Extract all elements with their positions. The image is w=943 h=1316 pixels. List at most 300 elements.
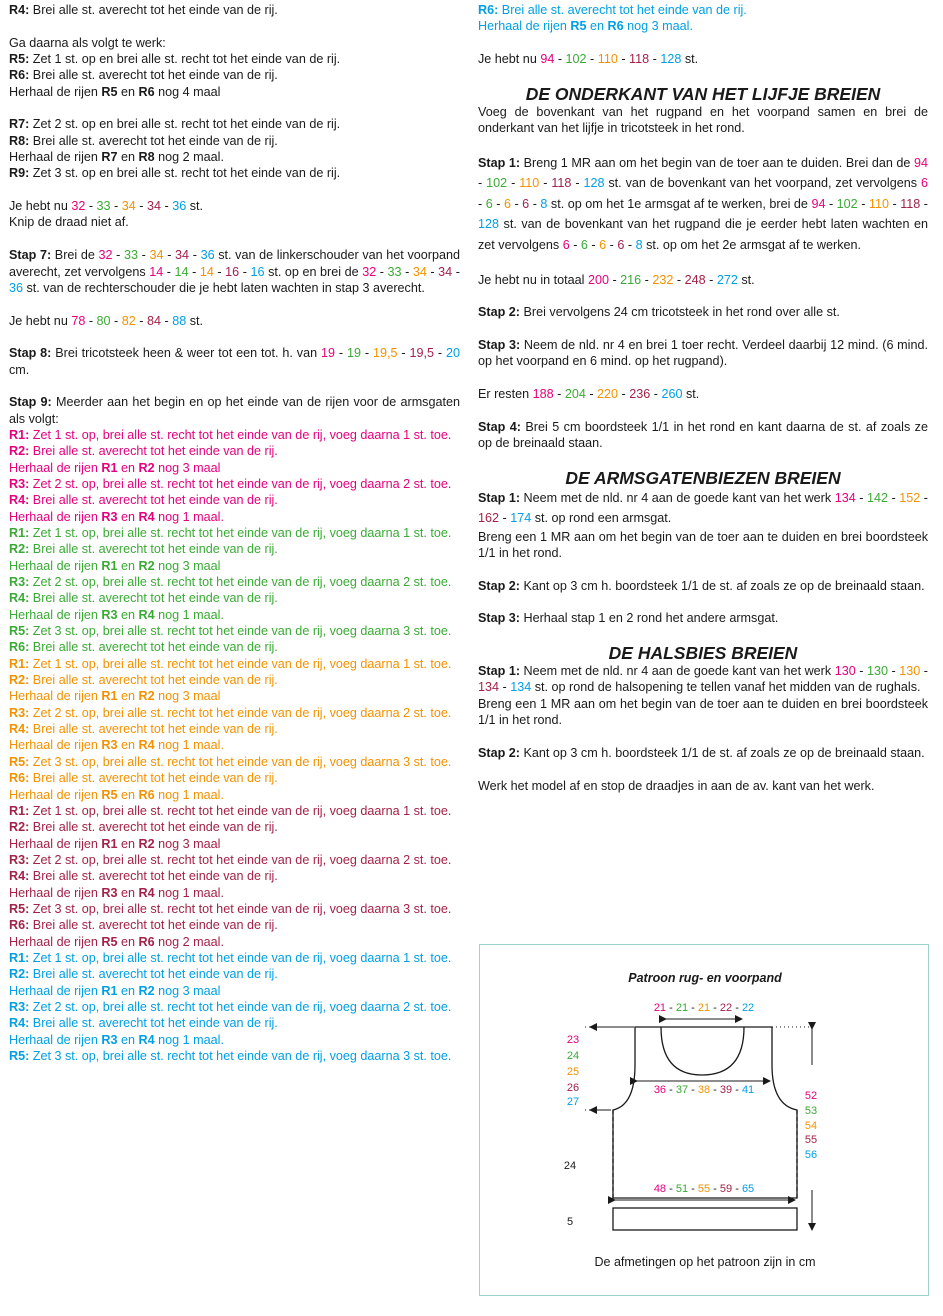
text-run: Brei alle st. averecht tot het einde van de rij. <box>29 133 278 148</box>
text-run: Je hebt nu <box>9 313 72 328</box>
text-run: Brei 5 cm boordsteek 1/1 in het rond en kant daarna de st. af zoals ze op de breinaald staan. <box>478 419 928 451</box>
text-run: - <box>499 680 511 695</box>
instruction-paragraph <box>9 803 460 819</box>
text-run: - <box>135 199 147 214</box>
step-label: R7: <box>9 117 30 132</box>
step-label: R4 <box>138 1032 155 1047</box>
text-run: - <box>163 248 176 263</box>
neck-width-label: 21 - 21 - 21 - 22 - 22 <box>653 1002 755 1014</box>
text-run: Meerder aan het begin en op het einde van de rijen voor de armsgaten als volgt: <box>9 395 460 426</box>
step-label: R5: <box>9 901 30 916</box>
text-run: nog 1 maal. <box>154 885 224 900</box>
text-run: Brei tricotsteek heen & weer tot een tot. h. van <box>51 346 321 361</box>
paragraph-gap <box>478 729 928 745</box>
paragraph-gap <box>478 402 928 418</box>
size-value: 6 <box>920 176 928 191</box>
step-label: R1 <box>101 689 118 704</box>
text-run: nog 3 maal. <box>623 19 693 34</box>
instruction-paragraph <box>9 901 460 917</box>
instruction-paragraph <box>9 770 460 786</box>
text-run: Herhaal de rijen <box>9 934 102 949</box>
instruction-paragraph <box>9 672 460 688</box>
step-label: R1: <box>9 656 30 671</box>
text-run: Zet 3 st. op, brei alle st. recht tot het einde van de rij, voeg daarna 3 st. toe. <box>29 754 452 769</box>
text-run: - <box>585 387 598 401</box>
size-value: 232 <box>652 272 674 287</box>
instruction-paragraph <box>9 639 460 655</box>
text-run: - <box>161 313 173 328</box>
text-run: - <box>492 196 504 211</box>
size-value: 19 <box>347 346 362 361</box>
step-label: R2: <box>9 967 30 982</box>
text-run: Neem met de nld. nr 4 aan de goede kant van het werk <box>520 664 835 679</box>
size-value: 220 <box>597 387 619 401</box>
text-run: Neem de nld. nr 4 en brei 1 toer recht. Verdeel daarbij 12 mind. (6 mind. op het voorpand en 6 mind. op het rugpand). <box>478 337 928 369</box>
text-run: - <box>188 264 200 279</box>
step-label: R4: <box>9 493 30 508</box>
text-run: st. op rond een armsgat. <box>531 511 672 526</box>
instruction-paragraph <box>9 721 460 737</box>
text-run: en <box>117 885 139 900</box>
pattern-diagram <box>479 944 929 1296</box>
size-value: 6 <box>503 196 511 211</box>
size-value: 204 <box>564 387 586 401</box>
text-run: nog 3 maal <box>154 558 221 573</box>
instruction-paragraph <box>478 104 928 137</box>
svg-text:25: 25 <box>566 1066 580 1078</box>
step-label: R3 <box>101 738 118 753</box>
step-label: R6 <box>138 934 155 949</box>
text-run: Zet 1 st. op, brei alle st. recht tot het einde van de rij, voeg daarna 1 st. toe. <box>29 950 452 965</box>
text-run: - <box>606 237 618 252</box>
size-value: 6 <box>485 196 493 211</box>
instruction-paragraph <box>9 574 460 590</box>
paragraph-gap <box>478 451 928 467</box>
text-run: Werk het model af en stop de draadjes in aan de av. kant van het werk. <box>478 778 875 793</box>
instruction-paragraph <box>478 18 928 34</box>
instruction-paragraph <box>9 819 460 835</box>
text-run: en <box>117 558 139 573</box>
step-label: R9: <box>9 166 30 181</box>
step-label: Stap 1: <box>478 490 521 505</box>
instruction-paragraph <box>9 885 460 901</box>
instruction-paragraph <box>9 656 460 672</box>
text-run: - <box>529 196 541 211</box>
instruction-paragraph <box>9 460 460 476</box>
instruction-paragraph <box>9 214 460 230</box>
svg-text:55: 55 <box>804 1134 818 1146</box>
text-run: Breng een 1 MR aan om het begin van de toer aan te duiden en brei boordsteek 1/1 in het rond. <box>478 696 928 728</box>
text-run: - <box>135 313 147 328</box>
text-run: Kant op 3 cm h. boordsteek 1/1 de st. af zoals ze op de breinaald staan. <box>520 578 925 593</box>
size-value: 134 <box>834 490 856 505</box>
svg-text:27: 27 <box>566 1096 580 1108</box>
step-label: Stap 1: <box>478 664 521 679</box>
text-run: - <box>705 272 717 287</box>
text-run: en <box>117 607 139 622</box>
step-label: R6 <box>138 787 155 802</box>
instruction-paragraph <box>478 419 928 452</box>
size-value: 6 <box>599 237 607 252</box>
text-run: - <box>571 176 584 191</box>
text-run: nog 3 maal <box>154 460 221 475</box>
text-run: st. <box>682 387 700 401</box>
size-value: 16 <box>225 264 240 279</box>
size-value: 16 <box>250 264 265 279</box>
text-run: nog 3 maal <box>154 836 221 851</box>
text-run: st. op rond de halsopening te tellen vanaf het midden van de rughals. <box>531 680 921 695</box>
size-value: 36 <box>9 280 24 295</box>
size-value: 130 <box>866 664 888 679</box>
size-value: 174 <box>510 511 532 526</box>
paragraph-gap <box>478 627 928 643</box>
size-value: 19 <box>321 346 336 361</box>
step-label: R1: <box>9 950 30 965</box>
step-label: Stap 4: <box>478 419 521 434</box>
instruction-paragraph <box>9 705 460 721</box>
garment-outline <box>613 1027 797 1198</box>
size-value: 36 <box>200 248 215 263</box>
text-run: Brei alle st. averecht tot het einde van de rij. <box>29 722 278 737</box>
section-heading <box>478 84 928 104</box>
size-value: 32 <box>71 199 86 214</box>
instruction-paragraph <box>9 983 460 999</box>
text-run: en <box>117 934 139 949</box>
step-label: R5 <box>101 84 118 99</box>
paragraph-gap <box>9 378 460 394</box>
size-value: 33 <box>96 199 111 214</box>
size-value: 188 <box>532 387 554 401</box>
svg-text:26: 26 <box>566 1082 580 1094</box>
rib-height-label: 5 <box>566 1216 574 1228</box>
step-label: R6: <box>9 771 30 786</box>
step-label: Stap 2: <box>478 578 520 593</box>
text-run: - <box>189 248 201 263</box>
size-value: 260 <box>661 387 683 401</box>
text-run: Zet 2 st. op, brei alle st. recht tot het einde van de rij, voeg daarna 2 st. toe. <box>29 476 452 491</box>
instruction-paragraph <box>9 934 460 950</box>
step-label: R3 <box>101 885 118 900</box>
step-label: R1 <box>101 558 118 573</box>
text-run: Je hebt nu <box>478 52 541 67</box>
step-label: R6: <box>478 3 499 17</box>
step-label: R8: <box>9 133 30 148</box>
right-column <box>478 2 928 794</box>
size-value: 118 <box>900 196 921 211</box>
text-run: Zet 1 st. op, brei alle st. recht tot het einde van de rij, voeg daarna 1 st. toe. <box>29 427 452 442</box>
step-label: R5: <box>9 624 30 639</box>
text-run: st. van de linkerschouder van het voorpand averecht, zet vervolgens <box>9 248 460 279</box>
text-run: st. op en brei de <box>264 264 363 279</box>
instruction-paragraph <box>9 509 460 525</box>
instruction-paragraph <box>9 525 460 541</box>
svg-text:53: 53 <box>804 1105 818 1117</box>
text-run: - <box>617 52 630 67</box>
armhole-height-labels <box>567 1034 579 1108</box>
text-run: st. <box>186 199 204 214</box>
instruction-paragraph <box>9 394 460 427</box>
step-label: R2 <box>138 558 155 573</box>
text-run: - <box>335 346 347 361</box>
text-run: nog 4 maal <box>154 84 221 99</box>
size-value: 162 <box>478 511 500 526</box>
text-run: nog 1 maal. <box>154 738 224 753</box>
step-label: Stap 2: <box>478 745 520 760</box>
size-value: 110 <box>868 196 889 211</box>
step-label: R2 <box>138 836 155 851</box>
text-run: Brei alle st. averecht tot het einde van de rij. <box>29 673 278 688</box>
size-value: 134 <box>510 680 532 695</box>
text-run: Voeg de bovenkant van het rugpand en het voorpand samen en brei de onderkant van het lijfje in tricotsteek in het rond. <box>478 104 928 136</box>
step-label: Stap 7: <box>9 248 52 263</box>
text-run: - <box>920 664 928 679</box>
text-run: Herhaal de rijen <box>9 836 102 851</box>
paragraph-gap <box>9 18 460 34</box>
text-run: Herhaal de rijen <box>9 738 102 753</box>
text-run: Zet 2 st. op, brei alle st. recht tot het einde van de rij, voeg daarna 2 st. toe. <box>29 999 452 1014</box>
step-label: R1: <box>9 803 30 818</box>
text-run: - <box>213 264 226 279</box>
size-value: 128 <box>660 52 682 67</box>
text-run: st. van de rechterschouder die je hebt laten wachten in stap 3 averecht. <box>23 280 425 295</box>
text-run: Zet 2 st. op, brei alle st. recht tot het einde van de rij, voeg daarna 2 st. toe. <box>29 705 452 720</box>
paragraph-gap <box>9 296 460 312</box>
text-run: DE HALSBIES BREIEN <box>608 643 798 664</box>
text-run: Zet 2 st. op, brei alle st. recht tot het einde van de rij, voeg daarna 2 st. toe. <box>29 575 452 590</box>
size-value: 34 <box>175 248 190 263</box>
text-run: Zet 2 st. op en brei alle st. recht tot het einde van de rij. <box>29 117 341 132</box>
instruction-paragraph <box>478 610 928 626</box>
instruction-paragraph <box>478 488 928 529</box>
step-label: R2: <box>9 444 30 459</box>
text-run: - <box>539 176 552 191</box>
step-label: Stap 8: <box>9 346 52 361</box>
text-run: st. van de bovenkant van het rugpand die je eerder hebt laten wachten en zet vervolgens <box>478 217 928 252</box>
paragraph-gap <box>478 136 928 152</box>
size-value: 34 <box>438 264 453 279</box>
svg-text:54: 54 <box>804 1120 818 1132</box>
size-value: 130 <box>834 664 856 679</box>
text-run: - <box>887 664 900 679</box>
text-run: - <box>920 490 928 505</box>
text-run: Je hebt nu in totaal <box>478 272 588 287</box>
size-value: 236 <box>629 387 651 401</box>
text-run: cm. <box>9 362 30 377</box>
text-run: - <box>401 264 413 279</box>
size-value: 14 <box>199 264 214 279</box>
text-run: - <box>376 264 388 279</box>
text-run: Zet 1 st. op, brei alle st. recht tot het einde van de rij, voeg daarna 1 st. toe. <box>29 526 452 540</box>
step-label: R3: <box>9 852 30 867</box>
size-value: 84 <box>146 313 161 328</box>
neckline <box>661 1027 744 1075</box>
instruction-paragraph <box>9 443 460 459</box>
size-value: 216 <box>620 272 642 287</box>
size-value: 94 <box>913 155 928 170</box>
text-run: Brei alle st. averecht tot het einde van de rij. <box>29 3 278 17</box>
text-run: - <box>138 248 150 263</box>
text-run: - <box>650 387 662 401</box>
paragraph-gap <box>478 761 928 777</box>
step-label: R1 <box>101 460 118 475</box>
step-label: R3: <box>9 476 30 491</box>
size-value: 110 <box>519 176 540 191</box>
step-label: Stap 3: <box>478 337 521 352</box>
text-run: Breng een 1 MR aan om het begin van de toer aan te duiden en brei boordsteek 1/1 in het rond. <box>478 529 928 561</box>
left-column <box>9 2 460 1064</box>
step-label: R2 <box>138 689 155 704</box>
text-run: - <box>569 237 581 252</box>
size-value: 128 <box>583 176 605 191</box>
instruction-paragraph <box>9 476 460 492</box>
text-run: Brei alle st. averecht tot het einde van de rij. <box>29 820 278 835</box>
paragraph-gap <box>478 288 928 304</box>
step-label: R1 <box>101 983 118 998</box>
text-run: en <box>117 1032 139 1047</box>
text-run: Kant op 3 cm h. boordsteek 1/1 de st. af zoals ze op de breinaald staan. <box>520 745 925 760</box>
size-value: 130 <box>899 664 921 679</box>
text-run: en <box>117 509 139 524</box>
instruction-paragraph <box>9 607 460 623</box>
text-run: en <box>117 150 139 165</box>
paragraph-gap <box>478 255 928 271</box>
text-run: Brei alle st. averecht tot het einde van de rij. <box>29 68 278 83</box>
instruction-paragraph <box>9 313 460 329</box>
paragraph-gap <box>478 35 928 51</box>
size-value: 6 <box>617 237 625 252</box>
instruction-paragraph <box>9 492 460 508</box>
step-label: R6 <box>607 19 624 34</box>
ribbing-band <box>613 1208 797 1230</box>
text-run: st. <box>186 313 204 328</box>
size-value: 6 <box>580 237 588 252</box>
instruction-paragraph <box>9 836 460 852</box>
text-run: en <box>117 787 139 802</box>
text-run: - <box>649 52 661 67</box>
size-value: 20 <box>446 346 461 361</box>
size-value: 134 <box>478 680 500 695</box>
text-run: Zet 1 st. op en brei alle st. recht tot het einde van de rij. <box>29 52 341 67</box>
instruction-paragraph <box>9 1048 460 1064</box>
instruction-paragraph <box>9 35 460 51</box>
text-run: en <box>117 738 139 753</box>
size-value: 272 <box>716 272 738 287</box>
size-value: 33 <box>387 264 402 279</box>
text-run: st. op om het 1e armsgat af te werken, brei de <box>547 196 812 211</box>
text-run: en <box>586 19 608 34</box>
step-label: R6: <box>9 918 30 933</box>
text-run: Knip de draad niet af. <box>9 215 129 230</box>
text-run: Breng 1 MR aan om het begin van de toer aan te duiden. Brei dan de <box>520 155 914 170</box>
instruction-paragraph <box>9 852 460 868</box>
text-run: - <box>85 199 97 214</box>
text-run: Herhaal de rijen <box>9 460 102 475</box>
step-label: R4: <box>9 591 30 606</box>
text-run: Zet 3 st. op en brei alle st. recht tot het einde van de rij. <box>29 166 341 181</box>
step-label: R3: <box>9 999 30 1014</box>
instruction-paragraph <box>9 737 460 753</box>
size-value: 14 <box>149 264 164 279</box>
text-run: - <box>239 264 251 279</box>
step-label: R5: <box>9 1049 30 1063</box>
text-run: Herhaal de rijen <box>9 558 102 573</box>
step-label: R4: <box>9 722 30 737</box>
text-run: - <box>434 346 446 361</box>
instruction-paragraph <box>9 754 460 770</box>
text-run: Ga daarna als volgt te werk: <box>9 35 166 50</box>
step-label: R6: <box>9 68 30 83</box>
size-value: 88 <box>172 313 187 328</box>
size-value: 152 <box>899 490 921 505</box>
text-run: - <box>361 346 373 361</box>
step-label: R5: <box>9 754 30 769</box>
instruction-paragraph <box>9 67 460 83</box>
text-run: en <box>117 460 139 475</box>
text-run: nog 2 maal. <box>154 150 224 165</box>
text-run: Brei alle st. averecht tot het einde van de rij. <box>29 640 278 655</box>
size-value: 6 <box>522 196 530 211</box>
instruction-paragraph <box>9 999 460 1015</box>
instruction-paragraph <box>9 345 460 378</box>
step-label: R6 <box>138 84 155 99</box>
paragraph-gap <box>478 370 928 386</box>
step-label: R5 <box>570 19 587 34</box>
bottom-width-label: 48 - 51 - 55 - 59 - 65 <box>653 1183 755 1195</box>
text-run: - <box>857 196 869 211</box>
step-label: R4 <box>138 738 155 753</box>
svg-text:56: 56 <box>804 1149 818 1161</box>
text-run: - <box>478 176 487 191</box>
step-label: R3: <box>9 705 30 720</box>
text-run: Zet 1 st. op, brei alle st. recht tot het einde van de rij, voeg daarna 1 st. toe. <box>29 656 452 671</box>
size-value: 32 <box>98 248 113 263</box>
size-value: 19,5 <box>409 346 435 361</box>
step-label: Stap 3: <box>478 611 520 626</box>
instruction-paragraph <box>9 198 460 214</box>
paragraph-gap <box>9 231 460 247</box>
text-run: - <box>825 196 837 211</box>
size-value: 118 <box>629 52 650 67</box>
size-value: 128 <box>478 217 500 232</box>
size-value: 19,5 <box>373 346 398 361</box>
text-run: nog 2 maal. <box>154 934 224 949</box>
size-value: 6 <box>562 237 570 252</box>
instruction-paragraph <box>9 2 460 18</box>
diagram-title: Patroon rug- en voorpand <box>628 971 782 985</box>
text-run: Herhaal de rijen <box>9 509 102 524</box>
text-run: Herhaal de rijen <box>478 19 571 34</box>
text-run: Brei alle st. averecht tot het einde van de rij. <box>29 542 278 557</box>
paragraph-gap <box>9 182 460 198</box>
diagram-caption: De afmetingen op het patroon zijn in cm <box>594 1255 816 1269</box>
text-run: - <box>112 248 125 263</box>
text-run: Je hebt nu <box>9 199 72 214</box>
text-run: - <box>110 313 122 328</box>
text-run: - <box>888 196 901 211</box>
size-value: 248 <box>684 272 706 287</box>
instruction-paragraph <box>478 778 928 794</box>
step-label: R4: <box>9 3 30 17</box>
text-run: DE ARMSGATENBIEZEN BREIEN <box>565 467 841 488</box>
text-run: - <box>161 199 173 214</box>
text-run: en <box>117 983 139 998</box>
instruction-paragraph <box>9 1015 460 1031</box>
text-run: - <box>510 196 523 211</box>
size-value: 82 <box>121 313 136 328</box>
step-label: R5 <box>101 934 118 949</box>
text-run: - <box>553 387 565 401</box>
text-run: - <box>452 264 460 279</box>
